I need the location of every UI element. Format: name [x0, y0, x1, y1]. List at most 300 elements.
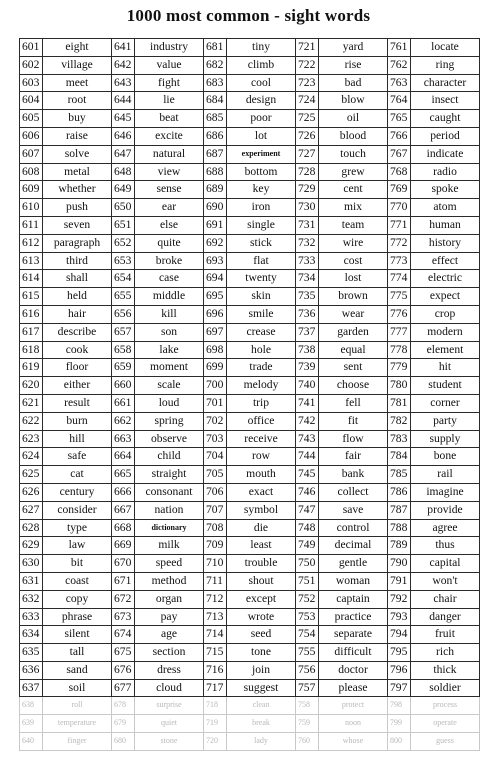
sight-word: dictionary	[135, 519, 204, 537]
word-number: 620	[20, 377, 43, 395]
sight-word: decimal	[319, 537, 388, 555]
word-number: 743	[296, 430, 319, 448]
sight-word: eight	[43, 39, 112, 57]
word-number: 662	[112, 412, 135, 430]
word-number: 642	[112, 56, 135, 74]
sight-word: kill	[135, 305, 204, 323]
sight-word: student	[411, 377, 480, 395]
word-number: 734	[296, 270, 319, 288]
word-number: 712	[204, 590, 227, 608]
sight-word: tiny	[227, 39, 296, 57]
sight-word: hit	[411, 359, 480, 377]
sight-word: safe	[43, 448, 112, 466]
word-number: 742	[296, 412, 319, 430]
sight-word: seven	[43, 216, 112, 234]
word-number: 791	[388, 572, 411, 590]
word-number: 725	[296, 110, 319, 128]
word-number: 627	[20, 501, 43, 519]
sight-word: gentle	[319, 555, 388, 573]
word-number: 682	[204, 56, 227, 74]
word-number: 739	[296, 359, 319, 377]
sight-word: scale	[135, 377, 204, 395]
sight-word: method	[135, 572, 204, 590]
sight-word: view	[135, 163, 204, 181]
word-number: 783	[388, 430, 411, 448]
word-number: 708	[204, 519, 227, 537]
word-number: 799	[388, 715, 411, 733]
word-row	[20, 288, 480, 306]
word-number: 611	[20, 216, 43, 234]
word-number: 752	[296, 590, 319, 608]
sight-word: doctor	[319, 661, 388, 679]
word-number: 704	[204, 448, 227, 466]
sight-word: broke	[135, 252, 204, 270]
sight-word: break	[227, 715, 296, 733]
word-number: 621	[20, 394, 43, 412]
word-number: 767	[388, 145, 411, 163]
sight-word: bit	[43, 555, 112, 573]
sight-word: meet	[43, 74, 112, 92]
sight-word: fair	[319, 448, 388, 466]
word-row	[20, 74, 480, 92]
word-number: 671	[112, 572, 135, 590]
word-number: 722	[296, 56, 319, 74]
word-number: 765	[388, 110, 411, 128]
sight-word: wire	[319, 234, 388, 252]
sight-word: finger	[43, 733, 112, 751]
sight-word: raise	[43, 127, 112, 145]
sight-word: garden	[319, 323, 388, 341]
word-row	[20, 216, 480, 234]
word-number: 772	[388, 234, 411, 252]
word-number: 603	[20, 74, 43, 92]
word-number: 665	[112, 466, 135, 484]
word-number: 658	[112, 341, 135, 359]
sight-word: stone	[135, 733, 204, 751]
word-number: 666	[112, 483, 135, 501]
sight-word: held	[43, 288, 112, 306]
sight-word: bank	[319, 466, 388, 484]
word-number: 631	[20, 572, 43, 590]
word-number: 632	[20, 590, 43, 608]
word-number: 674	[112, 626, 135, 644]
word-number: 684	[204, 92, 227, 110]
sight-word: smile	[227, 305, 296, 323]
word-number: 696	[204, 305, 227, 323]
sight-word: suggest	[227, 679, 296, 697]
sight-word: son	[135, 323, 204, 341]
word-number: 727	[296, 145, 319, 163]
sight-word: silent	[43, 626, 112, 644]
sight-word: quite	[135, 234, 204, 252]
word-number: 723	[296, 74, 319, 92]
sight-word: wear	[319, 305, 388, 323]
sight-word: tall	[43, 644, 112, 662]
word-number: 645	[112, 110, 135, 128]
word-number: 675	[112, 644, 135, 662]
sight-word: lost	[319, 270, 388, 288]
sight-word: caught	[411, 110, 480, 128]
sight-word: insect	[411, 92, 480, 110]
sight-word: danger	[411, 608, 480, 626]
sight-word: roll	[43, 697, 112, 715]
word-number: 780	[388, 377, 411, 395]
word-row	[20, 92, 480, 110]
word-number: 762	[388, 56, 411, 74]
sight-word: electric	[411, 270, 480, 288]
sight-word: shout	[227, 572, 296, 590]
word-number: 633	[20, 608, 43, 626]
sight-word: sense	[135, 181, 204, 199]
word-number: 667	[112, 501, 135, 519]
sight-word: thick	[411, 661, 480, 679]
word-number: 612	[20, 234, 43, 252]
sight-word: wrote	[227, 608, 296, 626]
word-number: 745	[296, 466, 319, 484]
word-number: 661	[112, 394, 135, 412]
word-number: 778	[388, 341, 411, 359]
word-number: 663	[112, 430, 135, 448]
word-number: 638	[20, 697, 43, 715]
word-number: 616	[20, 305, 43, 323]
word-number: 648	[112, 163, 135, 181]
sight-word: spoke	[411, 181, 480, 199]
word-number: 713	[204, 608, 227, 626]
word-number: 707	[204, 501, 227, 519]
word-number: 628	[20, 519, 43, 537]
word-number: 719	[204, 715, 227, 733]
word-number: 790	[388, 555, 411, 573]
sight-word: straight	[135, 466, 204, 484]
sight-word: crop	[411, 305, 480, 323]
word-number: 726	[296, 127, 319, 145]
word-number: 740	[296, 377, 319, 395]
sight-word: period	[411, 127, 480, 145]
word-number: 729	[296, 181, 319, 199]
sight-word: paragraph	[43, 234, 112, 252]
word-number: 800	[388, 733, 411, 751]
sight-word: ear	[135, 199, 204, 217]
word-number: 775	[388, 288, 411, 306]
sight-word: observe	[135, 430, 204, 448]
sight-word: burn	[43, 412, 112, 430]
sight-word: except	[227, 590, 296, 608]
sight-word: beat	[135, 110, 204, 128]
sight-word: experiment	[227, 145, 296, 163]
word-number: 687	[204, 145, 227, 163]
sight-word: cool	[227, 74, 296, 92]
word-number: 755	[296, 644, 319, 662]
word-row	[20, 661, 480, 679]
word-number: 602	[20, 56, 43, 74]
word-number: 782	[388, 412, 411, 430]
sight-word: trade	[227, 359, 296, 377]
faded-word-row	[20, 697, 480, 715]
sight-word: rise	[319, 56, 388, 74]
word-number: 608	[20, 163, 43, 181]
word-number: 757	[296, 679, 319, 697]
sight-word: seed	[227, 626, 296, 644]
sight-word: thus	[411, 537, 480, 555]
sight-word: bad	[319, 74, 388, 92]
sight-word: floor	[43, 359, 112, 377]
sight-word: lake	[135, 341, 204, 359]
word-number: 754	[296, 626, 319, 644]
word-number: 688	[204, 163, 227, 181]
sight-word: captain	[319, 590, 388, 608]
sight-word: practice	[319, 608, 388, 626]
sight-word: cat	[43, 466, 112, 484]
sight-word: corner	[411, 394, 480, 412]
sight-word: character	[411, 74, 480, 92]
sight-word: capital	[411, 555, 480, 573]
word-number: 683	[204, 74, 227, 92]
word-number: 776	[388, 305, 411, 323]
word-number: 747	[296, 501, 319, 519]
word-number: 728	[296, 163, 319, 181]
word-number: 787	[388, 501, 411, 519]
sight-word: clean	[227, 697, 296, 715]
sight-word: single	[227, 216, 296, 234]
sight-word: nation	[135, 501, 204, 519]
word-number: 678	[112, 697, 135, 715]
word-number: 795	[388, 644, 411, 662]
word-row	[20, 501, 480, 519]
word-number: 635	[20, 644, 43, 662]
sight-word: difficult	[319, 644, 388, 662]
word-number: 650	[112, 199, 135, 217]
word-number: 720	[204, 733, 227, 751]
word-number: 607	[20, 145, 43, 163]
sight-word: symbol	[227, 501, 296, 519]
word-number: 691	[204, 216, 227, 234]
word-number: 651	[112, 216, 135, 234]
word-number: 654	[112, 270, 135, 288]
word-row	[20, 519, 480, 537]
word-number: 749	[296, 537, 319, 555]
sight-word: buy	[43, 110, 112, 128]
sight-word: sent	[319, 359, 388, 377]
sight-word: flow	[319, 430, 388, 448]
sight-word: lie	[135, 92, 204, 110]
word-row	[20, 537, 480, 555]
word-number: 703	[204, 430, 227, 448]
word-number: 681	[204, 39, 227, 57]
sight-word: quiet	[135, 715, 204, 733]
sight-word: row	[227, 448, 296, 466]
sight-word: trouble	[227, 555, 296, 573]
word-number: 789	[388, 537, 411, 555]
word-number: 653	[112, 252, 135, 270]
word-number: 793	[388, 608, 411, 626]
sight-word: surprise	[135, 697, 204, 715]
sight-word: loud	[135, 394, 204, 412]
sight-words-table	[19, 38, 480, 751]
word-number: 610	[20, 199, 43, 217]
word-number: 657	[112, 323, 135, 341]
sight-word: human	[411, 216, 480, 234]
word-number: 785	[388, 466, 411, 484]
word-number: 689	[204, 181, 227, 199]
word-row	[20, 626, 480, 644]
sight-word: mix	[319, 199, 388, 217]
sight-word: noon	[319, 715, 388, 733]
sight-word: rich	[411, 644, 480, 662]
word-row	[20, 199, 480, 217]
word-number: 659	[112, 359, 135, 377]
word-row	[20, 323, 480, 341]
word-number: 710	[204, 555, 227, 573]
word-number: 646	[112, 127, 135, 145]
sight-word: choose	[319, 377, 388, 395]
sight-word: poor	[227, 110, 296, 128]
word-number: 773	[388, 252, 411, 270]
sight-word: bottom	[227, 163, 296, 181]
sight-word: consider	[43, 501, 112, 519]
word-number: 751	[296, 572, 319, 590]
word-number: 641	[112, 39, 135, 57]
sight-word: design	[227, 92, 296, 110]
word-number: 709	[204, 537, 227, 555]
sight-word: blood	[319, 127, 388, 145]
word-number: 750	[296, 555, 319, 573]
word-number: 714	[204, 626, 227, 644]
sight-word: bone	[411, 448, 480, 466]
sight-word: coast	[43, 572, 112, 590]
word-number: 615	[20, 288, 43, 306]
sight-word: result	[43, 394, 112, 412]
sight-word: industry	[135, 39, 204, 57]
word-number: 715	[204, 644, 227, 662]
sight-word: speed	[135, 555, 204, 573]
word-number: 672	[112, 590, 135, 608]
word-number: 640	[20, 733, 43, 751]
word-number: 609	[20, 181, 43, 199]
sight-word: solve	[43, 145, 112, 163]
word-number: 637	[20, 679, 43, 697]
sight-word: won't	[411, 572, 480, 590]
word-row	[20, 590, 480, 608]
word-number: 784	[388, 448, 411, 466]
sight-word: dress	[135, 661, 204, 679]
word-row	[20, 56, 480, 74]
word-number: 721	[296, 39, 319, 57]
word-number: 647	[112, 145, 135, 163]
sight-word: value	[135, 56, 204, 74]
sight-word: receive	[227, 430, 296, 448]
sight-word: separate	[319, 626, 388, 644]
sight-word: excite	[135, 127, 204, 145]
word-number: 766	[388, 127, 411, 145]
word-number: 630	[20, 555, 43, 573]
sight-word: moment	[135, 359, 204, 377]
word-number: 731	[296, 216, 319, 234]
sight-word: fit	[319, 412, 388, 430]
sight-word: mouth	[227, 466, 296, 484]
word-number: 614	[20, 270, 43, 288]
word-number: 724	[296, 92, 319, 110]
word-number: 735	[296, 288, 319, 306]
sight-word: root	[43, 92, 112, 110]
sight-word: process	[411, 697, 480, 715]
word-number: 764	[388, 92, 411, 110]
sight-word: radio	[411, 163, 480, 181]
sight-word: fruit	[411, 626, 480, 644]
sight-word: hill	[43, 430, 112, 448]
word-number: 634	[20, 626, 43, 644]
word-number: 644	[112, 92, 135, 110]
word-number: 655	[112, 288, 135, 306]
word-number: 718	[204, 697, 227, 715]
sight-word: guess	[411, 733, 480, 751]
sight-word: trip	[227, 394, 296, 412]
word-number: 605	[20, 110, 43, 128]
word-number: 694	[204, 270, 227, 288]
word-row	[20, 252, 480, 270]
word-number: 686	[204, 127, 227, 145]
sight-word: iron	[227, 199, 296, 217]
word-number: 660	[112, 377, 135, 395]
sight-word: expect	[411, 288, 480, 306]
sight-word: office	[227, 412, 296, 430]
word-number: 738	[296, 341, 319, 359]
sight-word: climb	[227, 56, 296, 74]
word-number: 649	[112, 181, 135, 199]
word-number: 796	[388, 661, 411, 679]
sight-word: cook	[43, 341, 112, 359]
word-number: 769	[388, 181, 411, 199]
word-number: 618	[20, 341, 43, 359]
sight-word: chair	[411, 590, 480, 608]
sight-word: team	[319, 216, 388, 234]
sight-word: natural	[135, 145, 204, 163]
word-number: 758	[296, 697, 319, 715]
word-row	[20, 572, 480, 590]
word-number: 698	[204, 341, 227, 359]
sight-word: protect	[319, 697, 388, 715]
sight-word: touch	[319, 145, 388, 163]
word-number: 716	[204, 661, 227, 679]
sight-word: whether	[43, 181, 112, 199]
word-number: 763	[388, 74, 411, 92]
sight-word: tone	[227, 644, 296, 662]
word-number: 794	[388, 626, 411, 644]
word-number: 746	[296, 483, 319, 501]
word-number: 774	[388, 270, 411, 288]
sight-word: either	[43, 377, 112, 395]
word-number: 679	[112, 715, 135, 733]
word-row	[20, 270, 480, 288]
word-number: 680	[112, 733, 135, 751]
sight-word: law	[43, 537, 112, 555]
word-row	[20, 39, 480, 57]
word-number: 626	[20, 483, 43, 501]
sight-word: metal	[43, 163, 112, 181]
word-number: 624	[20, 448, 43, 466]
word-number: 779	[388, 359, 411, 377]
sight-word: whose	[319, 733, 388, 751]
faded-word-row	[20, 715, 480, 733]
word-number: 759	[296, 715, 319, 733]
word-number: 622	[20, 412, 43, 430]
word-number: 741	[296, 394, 319, 412]
word-row	[20, 644, 480, 662]
word-number: 705	[204, 466, 227, 484]
word-row	[20, 341, 480, 359]
word-number: 617	[20, 323, 43, 341]
word-number: 761	[388, 39, 411, 57]
sight-word: control	[319, 519, 388, 537]
